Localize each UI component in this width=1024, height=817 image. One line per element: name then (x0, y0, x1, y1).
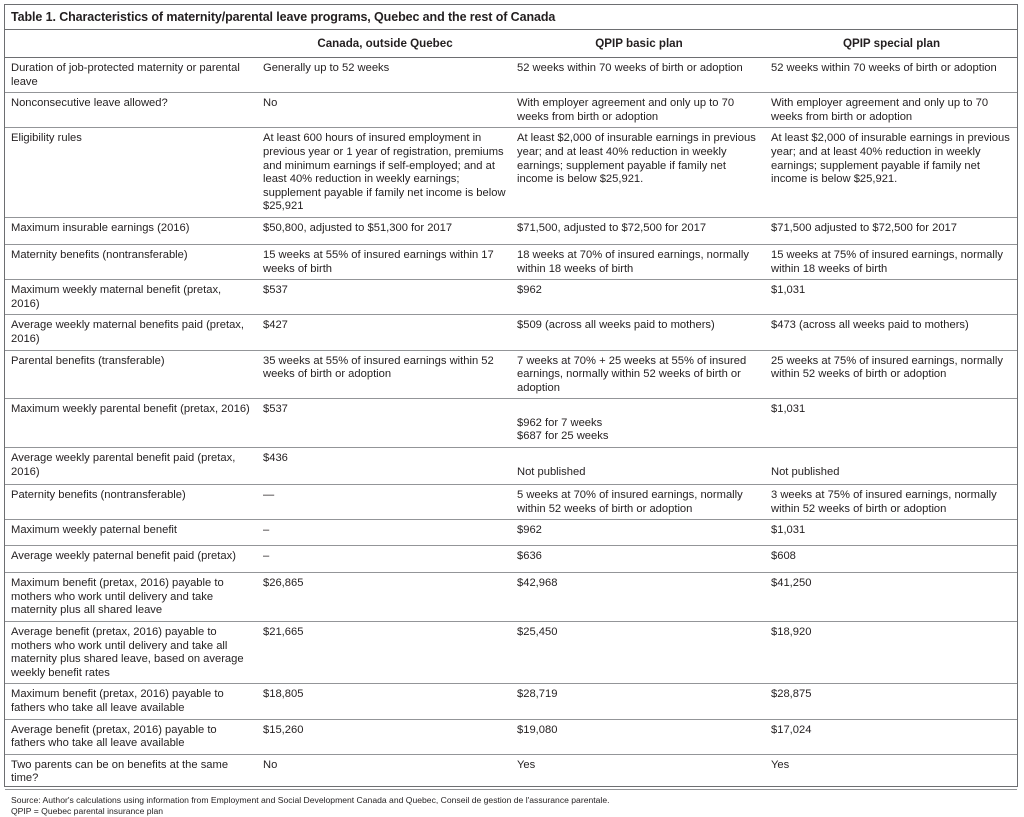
table-row (5, 128, 1017, 218)
table-row (5, 546, 1017, 573)
cell-value: Not published (766, 448, 1017, 485)
table-row (5, 754, 1017, 789)
cell-value: $42,968 (512, 573, 766, 622)
abbreviation-note: QPIP = Quebec parental insurance plan (11, 805, 164, 816)
table-row (5, 448, 1017, 485)
row-label: Maximum weekly maternal benefit (pretax, 2016) (5, 280, 258, 315)
row-label: Duration of job-protected maternity or parental leave (5, 58, 258, 93)
cell-value: 7 weeks at 70% + 25 weeks at 55% of insured earnings, normally within 52 weeks of birth or adoption (512, 350, 766, 399)
table-row (5, 93, 1017, 128)
cell-value: $15,260 (258, 719, 512, 754)
row-label: Eligibility rules (5, 128, 258, 218)
cell-value: $473 (across all weeks paid to mothers) (766, 315, 1017, 350)
table-row (5, 719, 1017, 754)
header-cell: QPIP special plan (766, 30, 1017, 58)
table-row (5, 485, 1017, 520)
cell-value: Yes (512, 754, 766, 789)
cell-value: – (258, 520, 512, 546)
row-label: Average weekly parental benefit paid (pretax, 2016) (5, 448, 258, 485)
table-row (5, 622, 1017, 684)
cell-value: $636 (512, 546, 766, 573)
cell-value: 5 weeks at 70% of insured earnings, normally within 52 weeks of birth or adoption (512, 485, 766, 520)
cell-value: – (258, 546, 512, 573)
cell-value: $18,920 (766, 622, 1017, 684)
cell-value: $962 (512, 280, 766, 315)
row-label: Average benefit (pretax, 2016) payable to fathers who take all leave available (5, 719, 258, 754)
table-row (5, 399, 1017, 448)
row-label: Average weekly maternal benefits paid (pretax, 2016) (5, 315, 258, 350)
table-row (5, 58, 1017, 93)
cell-value: $41,250 (766, 573, 1017, 622)
table-row (5, 573, 1017, 622)
header-cell (5, 30, 258, 58)
cell-value: $50,800, adjusted to $51,300 for 2017 (258, 217, 512, 244)
table-row (5, 350, 1017, 399)
cell-value: $537 (258, 280, 512, 315)
leave-programs-table (5, 30, 1017, 790)
cell-value: 52 weeks within 70 weeks of birth or adoption (766, 58, 1017, 93)
cell-value: $26,865 (258, 573, 512, 622)
cell-value: With employer agreement and only up to 70 weeks from birth or adoption (766, 93, 1017, 128)
header-row (5, 30, 1017, 58)
cell-value: $71,500, adjusted to $72,500 for 2017 (512, 217, 766, 244)
cell-value: 3 weeks at 75% of insured earnings, normally within 52 weeks of birth or adoption (766, 485, 1017, 520)
table-body (5, 58, 1017, 790)
table-row (5, 244, 1017, 279)
header-cell: QPIP basic plan (512, 30, 766, 58)
cell-value: $25,450 (512, 622, 766, 684)
cell-value: $1,031 (766, 280, 1017, 315)
cell-value: Generally up to 52 weeks (258, 58, 512, 93)
header-cell: Canada, outside Quebec (258, 30, 512, 58)
cell-value: 15 weeks at 55% of insured earnings within 17 weeks of birth (258, 244, 512, 279)
row-label: Maximum weekly parental benefit (pretax, 2016) (5, 399, 258, 448)
cell-value: $1,031 (766, 520, 1017, 546)
cell-value: $28,719 (512, 684, 766, 719)
cell-value: 25 weeks at 75% of insured earnings, normally within 52 weeks of birth or adoption (766, 350, 1017, 399)
cell-value: — (258, 485, 512, 520)
table-row (5, 315, 1017, 350)
cell-value: 35 weeks at 55% of insured earnings within 52 weeks of birth or adoption (258, 350, 512, 399)
table-frame (4, 4, 1018, 816)
cell-value: $509 (across all weeks paid to mothers) (512, 315, 766, 350)
row-label: Maternity benefits (nontransferable) (5, 244, 258, 279)
row-label: Average benefit (pretax, 2016) payable to mothers who work until delivery and take all maternity plus shared leave, based on average weekly benefit rates (5, 622, 258, 684)
row-label: Maximum benefit (pretax, 2016) payable to mothers who work until delivery and take maternity plus all shared leave (5, 573, 258, 622)
cell-value: Not published (512, 448, 766, 485)
row-label: Maximum weekly paternal benefit (5, 520, 258, 546)
row-label: Average weekly paternal benefit paid (pretax) (5, 546, 258, 573)
cell-value: At least $2,000 of insurable earnings in previous year; and at least 40% reduction in weekly earnings; supplement payable if family net income is below $25,921. (512, 128, 766, 218)
row-label: Two parents can be on benefits at the same time? (5, 754, 258, 789)
cell-value: With employer agreement and only up to 70 weeks from birth or adoption (512, 93, 766, 128)
cell-value: $17,024 (766, 719, 1017, 754)
table-row (5, 520, 1017, 546)
cell-value: $18,805 (258, 684, 512, 719)
row-label: Paternity benefits (nontransferable) (5, 485, 258, 520)
table-title: Table 1. Characteristics of maternity/parental leave programs, Quebec and the rest of Canada (5, 5, 1017, 30)
cell-value: At least $2,000 of insurable earnings in previous year; and at least 40% reduction in weekly earnings; supplement payable if family net income is below $25,921. (766, 128, 1017, 218)
cell-value: $1,031 (766, 399, 1017, 448)
cell-value: $71,500 adjusted to $72,500 for 2017 (766, 217, 1017, 244)
cell-value: $427 (258, 315, 512, 350)
table-footer (5, 790, 1017, 817)
cell-value: 15 weeks at 75% of insured earnings, normally within 18 weeks of birth (766, 244, 1017, 279)
source-note: Source: Author's calculations using information from Employment and Social Development Canada and Quebec, Conseil de gestion de l'assurance parentale. (11, 794, 610, 805)
row-label: Parental benefits (transferable) (5, 350, 258, 399)
cell-value: $436 (258, 448, 512, 485)
table-row (5, 684, 1017, 719)
row-label: Maximum benefit (pretax, 2016) payable to fathers who take all leave available (5, 684, 258, 719)
cell-value: $962 (512, 520, 766, 546)
cell-value: $21,665 (258, 622, 512, 684)
cell-value: No (258, 754, 512, 789)
cell-value: $19,080 (512, 719, 766, 754)
table-row (5, 280, 1017, 315)
cell-value: 18 weeks at 70% of insured earnings, normally within 18 weeks of birth (512, 244, 766, 279)
cell-value: 52 weeks within 70 weeks of birth or adoption (512, 58, 766, 93)
cell-value: At least 600 hours of insured employment in previous year or 1 year of registration, premiums and minimum earnings if self-employed; and at least 40% reduction in weekly earnings; supplement payable if family net income is below $25,921 (258, 128, 512, 218)
table-row (5, 217, 1017, 244)
cell-value: $537 (258, 399, 512, 448)
row-label: Maximum insurable earnings (2016) (5, 217, 258, 244)
cell-value: No (258, 93, 512, 128)
cell-value: $608 (766, 546, 1017, 573)
cell-value: Yes (766, 754, 1017, 789)
row-label: Nonconsecutive leave allowed? (5, 93, 258, 128)
cell-value: $962 for 7 weeks $687 for 25 weeks (512, 399, 766, 448)
cell-value: $28,875 (766, 684, 1017, 719)
